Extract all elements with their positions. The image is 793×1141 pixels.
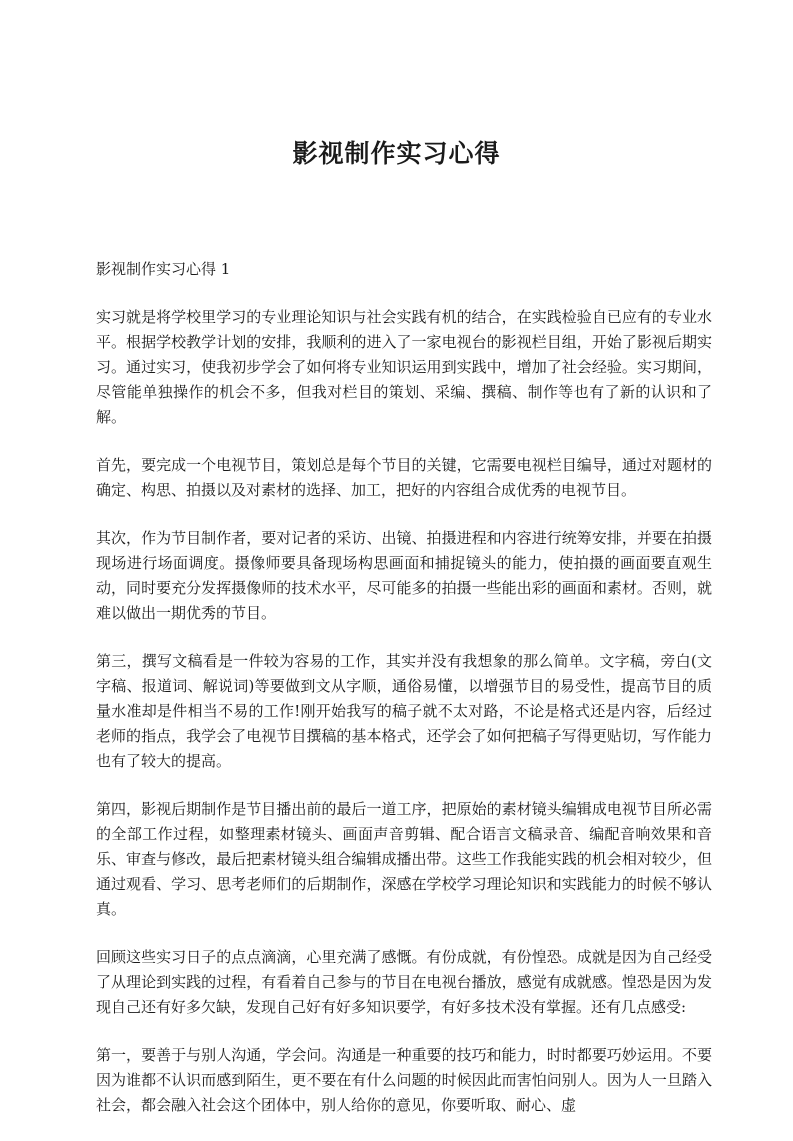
paragraph-second-point: 其次，作为节目制作者，要对记者的采访、出镜、拍摄进程和内容进行统筹安排，并要在拍摄现场进行场面调度。摄像师要具备现场构思画面和捕捉镜头的能力，使拍摄的画面要直观生动，同时要充分发挥摄像师的技术水平，尽可能多的拍摄一些能出彩的画面和素材。否则，就难以做出一期优秀的节目。 — [96, 529, 712, 622]
paragraph-communication: 第一，要善于与别人沟通，学会问。沟通是一种重要的技巧和能力，时时都要巧妙运用。不要因为谁都不认识而感到陌生，更不要在有什么问题的时候因此而害怕问别人。因为人一旦踏入社会，都会融入社会这个团体中，别人给你的意见，你要听取、耐心、虚 — [96, 1046, 712, 1114]
paragraph-fourth-point: 第四，影视后期制作是节目播出前的最后一道工序，把原始的素材镜头编辑成电视节目所必需的全部工作过程，如整理素材镜头、画面声音剪辑、配合语言文稿录音、编配音响效果和音乐、审查与修改，最后把素材镜头组合编辑成播出带。这些工作我能实践的机会相对较少，但通过观看、学习、思考老师们的后期制作，深感在学校学习理论知识和实践能力的时候不够认真。 — [96, 800, 712, 918]
document-title: 影视制作实习心得 — [292, 139, 501, 168]
section-subtitle: 影视制作实习心得 1 — [96, 260, 231, 278]
paragraph-intro: 实习就是将学校里学习的专业理论知识与社会实践有机的结合，在实践检验自已应有的专业水平。根据学校教学计划的安排，我顺利的进入了一家电视台的影视栏目组，开始了影视后期实习。通过实习，使我初步学会了如何将专业知识运用到实践中，增加了社会经验。实习期间，尽管能单独操作的机会不多，但我对栏目的策划、采编、撰稿、制作等也有了新的认识和了解。 — [96, 308, 712, 426]
document-body — [96, 257, 712, 1141]
paragraph-first-point: 首先，要完成一个电视节目，策划总是每个节目的关键，它需要电视栏目编导，通过对题材的确定、构思、拍摄以及对素材的选择、加工，把好的内容组合成优秀的电视节目。 — [96, 456, 712, 499]
paragraph-reflection: 回顾这些实习日子的点点滴滴，心里充满了感慨。有份成就，有份惶恐。成就是因为自己经受了从理论到实践的过程，有看着自己参与的节目在电视台播放，感觉有成就感。惶恐是因为发现自己还有好多欠缺，发现自己好有好多知识要学，有好多技术没有掌握。还有几点感受: — [96, 948, 712, 1016]
paragraph-third-point: 第三，撰写文稿看是一件较为容易的工作，其实并没有我想象的那么简单。文字稿，旁白(文字稿、报道词、解说词)等要做到文从字顺，通俗易懂，以增强节目的易受性，提高节目的质量水准却是件相当不易的工作!刚开始我写的稿子就不太对路，不论是格式还是内容，后经过老师的指点，我学会了电视节目撰稿的基本格式，还学会了如何把稿子写得更贴切，写作能力也有了较大的提高。 — [96, 652, 712, 770]
